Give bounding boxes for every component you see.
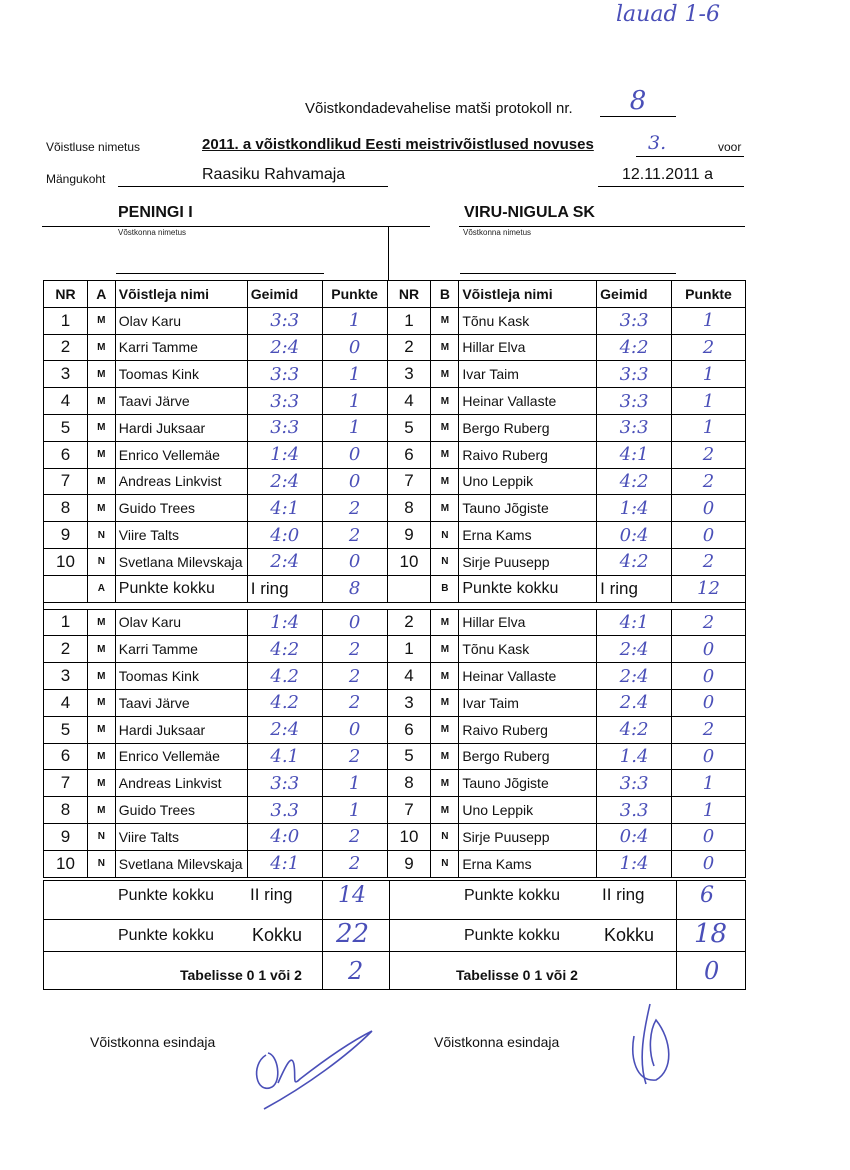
player-a-name: Guido Trees: [115, 797, 247, 824]
player-a-games: 2:4: [247, 334, 322, 361]
player-b-name: Tauno Jõgiste: [459, 495, 597, 522]
player-b-games: 2:4: [597, 636, 672, 663]
player-b-name: Sirje Puusepp: [459, 548, 597, 575]
player-a-nr: 3: [44, 361, 88, 388]
player-b-name: Erna Kams: [459, 522, 597, 549]
player-a-games: 4:0: [247, 522, 322, 549]
ring1-empty-a: [44, 575, 88, 602]
player-a-games: 4:2: [247, 636, 322, 663]
player-b-sex: M: [431, 495, 459, 522]
player-a-games: 1:4: [247, 441, 322, 468]
date-underline: [598, 185, 744, 187]
player-a-nr: 8: [44, 495, 88, 522]
header-row: [44, 281, 746, 308]
player-a-sex: M: [87, 636, 115, 663]
grand-total-label-a: Punkte kokku: [118, 927, 215, 944]
player-b-nr: 3: [387, 361, 431, 388]
grand-total-a: 22: [336, 919, 370, 949]
player-b-points: 1: [672, 770, 746, 797]
player-a-points: 0: [322, 609, 387, 636]
player-a-sex: M: [87, 609, 115, 636]
table-points-b: 0: [704, 957, 720, 985]
player-b-name: Tõnu Kask: [459, 307, 597, 334]
player-b-points: 2: [672, 468, 746, 495]
player-b-games: 2:4: [597, 663, 672, 690]
player-a-nr: 1: [44, 307, 88, 334]
team-a-line: [116, 272, 324, 274]
player-a-sex: M: [87, 441, 115, 468]
player-a-nr: 10: [44, 850, 88, 877]
player-a-sex: M: [87, 361, 115, 388]
player-b-points: 2: [672, 334, 746, 361]
player-b-sex: M: [431, 770, 459, 797]
player-b-sex: M: [431, 388, 459, 415]
player-b-games: 3:3: [597, 388, 672, 415]
player-b-nr: 2: [387, 609, 431, 636]
player-a-nr: 6: [44, 441, 88, 468]
player-a-games: 3.3: [247, 797, 322, 824]
player-b-games: 3:3: [597, 361, 672, 388]
player-a-games: 2:4: [247, 548, 322, 575]
player-a-games: 4.2: [247, 663, 322, 690]
ring2-total-label-a: Punkte kokku: [118, 887, 215, 904]
match-date: 12.11.2011 a: [622, 166, 714, 183]
col-nr-a: NR: [44, 281, 88, 308]
player-b-sex: N: [431, 522, 459, 549]
table-points-label-b: Tabelisse 0 1 või 2: [456, 967, 578, 983]
col-player-b: Võistleja nimi: [459, 281, 597, 308]
player-a-nr: 9: [44, 823, 88, 850]
player-a-games: 4:1: [247, 850, 322, 877]
player-a-name: Enrico Vellemäe: [115, 441, 247, 468]
player-a-nr: 2: [44, 334, 88, 361]
signature-label-a: Võistkonna esindaja: [90, 1034, 216, 1050]
player-b-nr: 10: [387, 823, 431, 850]
player-b-sex: N: [431, 823, 459, 850]
corner-note: lauad 1-6: [616, 2, 720, 27]
player-b-games: 4:2: [597, 548, 672, 575]
player-a-points: 0: [322, 548, 387, 575]
player-a-points: 1: [322, 414, 387, 441]
player-b-games: 0:4: [597, 823, 672, 850]
table-row: [44, 441, 746, 468]
player-a-sex: M: [87, 307, 115, 334]
player-b-points: 0: [672, 522, 746, 549]
player-b-nr: 3: [387, 689, 431, 716]
player-b-games: 3:3: [597, 414, 672, 441]
player-b-points: 0: [672, 823, 746, 850]
player-b-points: 2: [672, 548, 746, 575]
signature-label-b: Võistkonna esindaja: [434, 1034, 560, 1050]
protocol-title: Võistkondadevahelise matši protokoll nr.: [305, 100, 573, 117]
player-a-games: 3:3: [247, 388, 322, 415]
venue-label: Mängukoht: [46, 172, 106, 186]
player-b-nr: 8: [387, 770, 431, 797]
player-b-points: 2: [672, 716, 746, 743]
table-row: [44, 716, 746, 743]
player-a-games: 2:4: [247, 716, 322, 743]
player-a-nr: 1: [44, 609, 88, 636]
player-a-nr: 7: [44, 468, 88, 495]
ring2-ring-b: II ring: [602, 885, 645, 904]
player-b-name: Bergo Ruberg: [459, 414, 597, 441]
ring1-letter-a: A: [87, 575, 115, 602]
player-b-nr: 1: [387, 307, 431, 334]
player-a-name: Andreas Linkvist: [115, 468, 247, 495]
player-b-points: 0: [672, 495, 746, 522]
player-a-sex: M: [87, 495, 115, 522]
ring1-ring-a: I ring: [247, 575, 322, 602]
team-divider: [388, 226, 389, 281]
player-a-sex: M: [87, 689, 115, 716]
player-a-nr: 2: [44, 636, 88, 663]
player-a-nr: 4: [44, 689, 88, 716]
player-b-nr: 9: [387, 850, 431, 877]
player-a-points: 2: [322, 522, 387, 549]
player-a-name: Andreas Linkvist: [115, 770, 247, 797]
table-points-label-a: Tabelisse 0 1 või 2: [180, 967, 302, 983]
player-b-points: 0: [672, 689, 746, 716]
player-b-sex: M: [431, 334, 459, 361]
player-b-points: 1: [672, 388, 746, 415]
player-b-sex: M: [431, 468, 459, 495]
player-b-games: 2.4: [597, 689, 672, 716]
player-b-games: 4:2: [597, 468, 672, 495]
player-a-points: 1: [322, 307, 387, 334]
player-a-name: Olav Karu: [115, 609, 247, 636]
player-b-games: 1:4: [597, 850, 672, 877]
results-table: [43, 280, 746, 878]
player-a-name: Viire Talts: [115, 823, 247, 850]
table-row: [44, 663, 746, 690]
player-a-games: 1:4: [247, 609, 322, 636]
player-b-points: 0: [672, 743, 746, 770]
player-a-sex: M: [87, 770, 115, 797]
player-a-points: 2: [322, 689, 387, 716]
player-a-nr: 9: [44, 522, 88, 549]
team-a-sub: Võstkonna nimetus: [118, 228, 187, 237]
table-points-a: 2: [348, 957, 364, 985]
ring1-letter-b: B: [431, 575, 459, 602]
table-row: [44, 307, 746, 334]
player-a-name: Svetlana Milevskaja: [115, 548, 247, 575]
table-row: [44, 797, 746, 824]
player-b-games: 4:2: [597, 334, 672, 361]
team-b-sub: Võstkonna nimetus: [463, 228, 532, 237]
round-label: voor: [718, 140, 742, 154]
player-a-nr: 5: [44, 414, 88, 441]
col-points-a: Punkte: [322, 281, 387, 308]
player-a-nr: 10: [44, 548, 88, 575]
player-a-sex: M: [87, 716, 115, 743]
player-b-points: 1: [672, 414, 746, 441]
player-a-points: 0: [322, 441, 387, 468]
signature-a-image: [248, 1025, 378, 1115]
player-a-games: 3:3: [247, 414, 322, 441]
ring1-total-label-b: Punkte kokku: [459, 575, 597, 602]
table-row: [44, 495, 746, 522]
player-b-sex: M: [431, 689, 459, 716]
col-games-a: Geimid: [247, 281, 322, 308]
player-b-points: 1: [672, 361, 746, 388]
player-a-points: 2: [322, 495, 387, 522]
player-b-name: Ivar Taim: [459, 689, 597, 716]
player-a-sex: N: [87, 850, 115, 877]
player-b-games: 4:2: [597, 716, 672, 743]
player-a-sex: M: [87, 468, 115, 495]
player-b-nr: 7: [387, 797, 431, 824]
col-games-b: Geimid: [597, 281, 672, 308]
protocol-number: 8: [600, 86, 676, 117]
player-b-sex: M: [431, 716, 459, 743]
player-a-points: 2: [322, 743, 387, 770]
table-row: [44, 414, 746, 441]
table-row: [44, 743, 746, 770]
player-a-points: 1: [322, 770, 387, 797]
ring1-empty-b: [387, 575, 431, 602]
player-b-sex: N: [431, 548, 459, 575]
player-a-nr: 7: [44, 770, 88, 797]
player-a-sex: N: [87, 548, 115, 575]
player-b-name: Raivo Ruberg: [459, 441, 597, 468]
player-a-name: Guido Trees: [115, 495, 247, 522]
player-a-points: 2: [322, 850, 387, 877]
ring2-total-a: 14: [338, 883, 366, 908]
player-b-sex: M: [431, 361, 459, 388]
player-b-name: Hillar Elva: [459, 609, 597, 636]
grand-total-label-b: Punkte kokku: [464, 927, 561, 944]
player-b-nr: 10: [387, 548, 431, 575]
player-a-name: Toomas Kink: [115, 361, 247, 388]
team-b-line: [460, 272, 676, 274]
ring1-total-row: [44, 575, 746, 602]
player-b-name: Heinar Vallaste: [459, 388, 597, 415]
table-row: [44, 548, 746, 575]
player-b-name: Uno Leppik: [459, 797, 597, 824]
table-row: [44, 823, 746, 850]
player-b-nr: 6: [387, 716, 431, 743]
player-b-games: 4:1: [597, 609, 672, 636]
player-b-nr: 4: [387, 663, 431, 690]
player-a-games: 2:4: [247, 468, 322, 495]
player-a-name: Toomas Kink: [115, 663, 247, 690]
player-a-points: 2: [322, 636, 387, 663]
player-a-points: 2: [322, 663, 387, 690]
totals-box: [43, 880, 746, 990]
signature-b-image: [620, 1000, 680, 1090]
ring1-ring-b: I ring: [597, 575, 672, 602]
grand-total-ring-b: Kokku: [604, 925, 655, 945]
player-a-name: Karri Tamme: [115, 334, 247, 361]
round-underline: [636, 156, 744, 157]
player-b-name: Tauno Jõgiste: [459, 770, 597, 797]
grand-total-ring-a: Kokku: [252, 925, 303, 945]
player-b-games: 4:1: [597, 441, 672, 468]
player-a-sex: M: [87, 414, 115, 441]
player-b-points: 1: [672, 307, 746, 334]
ring2-total-label-b: Punkte kokku: [464, 887, 561, 904]
player-a-name: Olav Karu: [115, 307, 247, 334]
player-a-points: 0: [322, 468, 387, 495]
player-a-points: 1: [322, 797, 387, 824]
player-a-points: 0: [322, 334, 387, 361]
player-b-sex: N: [431, 850, 459, 877]
table-row: [44, 689, 746, 716]
player-a-nr: 5: [44, 716, 88, 743]
player-b-points: 2: [672, 609, 746, 636]
player-b-nr: 5: [387, 743, 431, 770]
player-a-name: Taavi Järve: [115, 689, 247, 716]
player-a-name: Karri Tamme: [115, 636, 247, 663]
player-a-sex: M: [87, 663, 115, 690]
player-b-nr: 6: [387, 441, 431, 468]
player-b-nr: 9: [387, 522, 431, 549]
table-row: [44, 468, 746, 495]
player-a-games: 3:3: [247, 307, 322, 334]
player-a-points: 2: [322, 823, 387, 850]
team-a-name: PENINGI I: [118, 204, 193, 221]
ring2-total-b: 6: [700, 883, 714, 908]
player-b-name: Hillar Elva: [459, 334, 597, 361]
player-a-nr: 6: [44, 743, 88, 770]
player-b-sex: M: [431, 414, 459, 441]
col-nr-b: NR: [387, 281, 431, 308]
totals-divider-a: [322, 881, 323, 989]
table-row: [44, 850, 746, 877]
totals-divider-b: [676, 881, 677, 989]
player-b-nr: 1: [387, 636, 431, 663]
venue-name: Raasiku Rahvamaja: [202, 166, 346, 183]
table-row: [44, 609, 746, 636]
player-a-name: Enrico Vellemäe: [115, 743, 247, 770]
col-player-a: Võistleja nimi: [115, 281, 247, 308]
player-b-name: Bergo Ruberg: [459, 743, 597, 770]
player-b-sex: M: [431, 797, 459, 824]
player-b-games: 3:3: [597, 307, 672, 334]
table-row: [44, 770, 746, 797]
player-a-sex: M: [87, 797, 115, 824]
player-b-name: Ivar Taim: [459, 361, 597, 388]
player-b-name: Erna Kams: [459, 850, 597, 877]
player-b-name: Sirje Puusepp: [459, 823, 597, 850]
player-b-sex: M: [431, 636, 459, 663]
round-number: 3.: [648, 132, 667, 154]
ring-spacer: [44, 602, 746, 609]
player-a-name: Viire Talts: [115, 522, 247, 549]
player-a-points: 1: [322, 388, 387, 415]
player-a-sex: M: [87, 388, 115, 415]
col-points-b: Punkte: [672, 281, 746, 308]
competition-name: 2011. a võistkondlikud Eesti meistrivõistlused novuses: [202, 136, 594, 153]
table-row: [44, 636, 746, 663]
player-a-name: Svetlana Milevskaja: [115, 850, 247, 877]
player-b-nr: 5: [387, 414, 431, 441]
table-row: [44, 522, 746, 549]
player-b-sex: M: [431, 441, 459, 468]
player-b-nr: 8: [387, 495, 431, 522]
player-b-sex: M: [431, 663, 459, 690]
ring1-total-a: 8: [322, 575, 387, 602]
player-a-name: Hardi Juksaar: [115, 414, 247, 441]
player-a-games: 4.1: [247, 743, 322, 770]
player-b-points: 2: [672, 441, 746, 468]
player-b-sex: M: [431, 307, 459, 334]
player-b-name: Tõnu Kask: [459, 636, 597, 663]
venue-underline: [118, 185, 388, 187]
ring1-total-b: 12: [672, 575, 746, 602]
player-a-games: 4.2: [247, 689, 322, 716]
player-a-sex: N: [87, 823, 115, 850]
grand-total-b: 18: [694, 919, 728, 949]
player-b-points: 0: [672, 850, 746, 877]
player-b-name: Heinar Vallaste: [459, 663, 597, 690]
player-b-nr: 7: [387, 468, 431, 495]
player-a-name: Hardi Juksaar: [115, 716, 247, 743]
player-a-name: Taavi Järve: [115, 388, 247, 415]
player-b-name: Uno Leppik: [459, 468, 597, 495]
team-a-underline: [42, 225, 430, 227]
player-b-nr: 4: [387, 388, 431, 415]
player-b-points: 1: [672, 797, 746, 824]
player-b-games: 3.3: [597, 797, 672, 824]
player-a-points: 1: [322, 361, 387, 388]
player-a-nr: 3: [44, 663, 88, 690]
player-a-sex: N: [87, 522, 115, 549]
player-a-points: 0: [322, 716, 387, 743]
table-row: [44, 388, 746, 415]
table-row: [44, 361, 746, 388]
competition-label: Võistluse nimetus: [46, 140, 141, 154]
ring1-total-label-a: Punkte kokku: [115, 575, 247, 602]
player-b-points: 0: [672, 636, 746, 663]
player-b-sex: M: [431, 743, 459, 770]
ring-spacer-cell: [44, 602, 746, 609]
player-a-sex: M: [87, 334, 115, 361]
team-b-name: VIRU-NIGULA SK: [464, 204, 595, 221]
player-b-name: Raivo Ruberg: [459, 716, 597, 743]
player-a-sex: M: [87, 743, 115, 770]
player-a-games: 4:0: [247, 823, 322, 850]
player-a-games: 4:1: [247, 495, 322, 522]
col-team-a: A: [87, 281, 115, 308]
player-b-nr: 2: [387, 334, 431, 361]
team-b-underline: [459, 225, 745, 227]
col-team-b: B: [431, 281, 459, 308]
ring2-ring-a: II ring: [250, 885, 293, 904]
player-b-games: 3:3: [597, 770, 672, 797]
totals-divider-mid: [389, 881, 390, 989]
player-b-games: 0:4: [597, 522, 672, 549]
player-b-games: 1:4: [597, 495, 672, 522]
player-b-sex: M: [431, 609, 459, 636]
player-b-games: 1.4: [597, 743, 672, 770]
player-a-games: 3:3: [247, 361, 322, 388]
player-b-points: 0: [672, 663, 746, 690]
player-a-games: 3:3: [247, 770, 322, 797]
player-a-nr: 8: [44, 797, 88, 824]
table-row: [44, 334, 746, 361]
player-a-nr: 4: [44, 388, 88, 415]
